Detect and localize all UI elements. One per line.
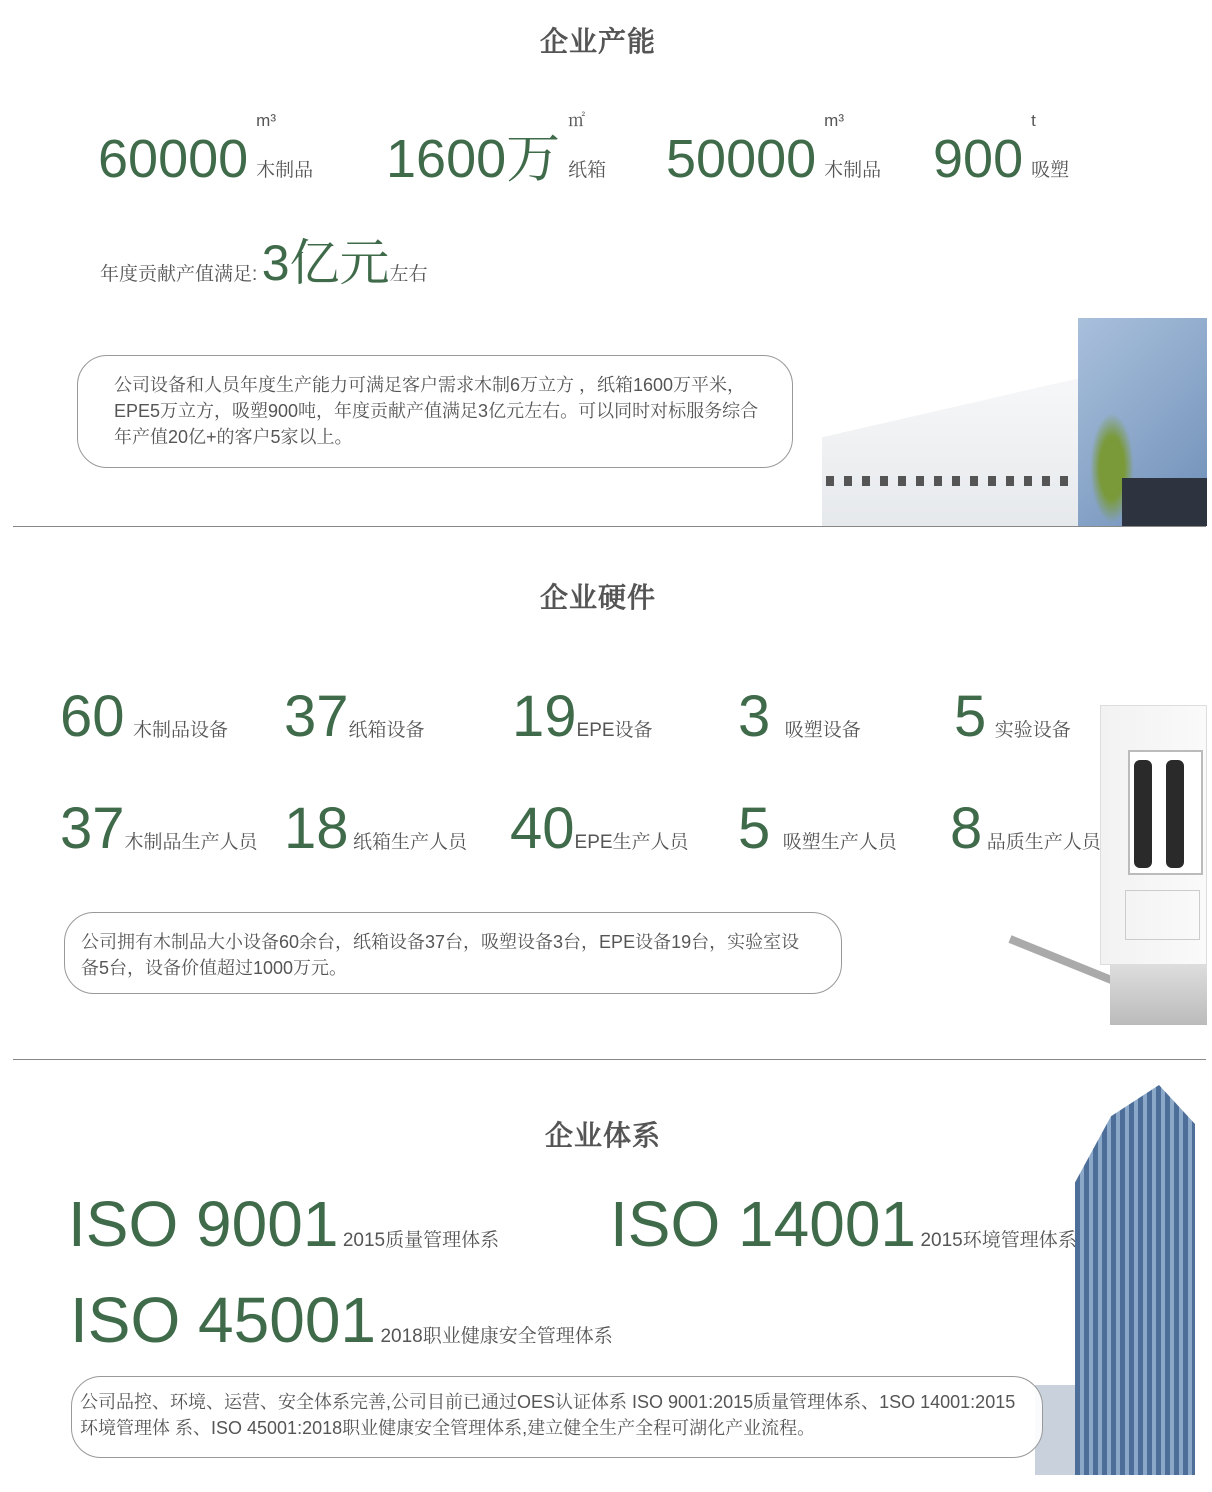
section-title-system: 企业体系	[545, 1120, 662, 1151]
cert-iso45001	[70, 1284, 613, 1356]
stat-label: 品质生产人员	[986, 832, 1101, 853]
divider	[13, 1059, 1206, 1060]
factory-building-image	[822, 318, 1207, 526]
stat-label: 木制品	[824, 160, 882, 181]
annual-label: 年度贡献产值满足:	[100, 264, 258, 285]
stat-unit: m³	[824, 111, 844, 130]
stat-unit: ㎡	[568, 111, 586, 130]
stat-value: 60	[60, 684, 125, 749]
stat-label: 吸塑设备	[784, 720, 861, 741]
stat-label: 纸箱	[568, 160, 607, 181]
stat-item	[512, 684, 653, 749]
stat-wood	[98, 111, 314, 189]
stat-unit: m³	[256, 111, 276, 130]
stat-value: 37	[284, 684, 349, 749]
section-title-hardware: 企业硬件	[540, 582, 657, 613]
section-title-capacity: 企业产能	[540, 26, 657, 57]
stat-item	[950, 796, 1101, 861]
stat-carton	[386, 111, 607, 189]
annual-output	[100, 235, 428, 291]
stat-blister	[933, 111, 1070, 189]
stat-label: 实验设备	[994, 720, 1071, 741]
system-description: 公司品控、环境、运营、安全体系完善,公司目前已通过OES认证体系 ISO 9001:2015质量管理体系、1SO 14001:2015环境管理体 系、ISO 45001:2018职业健康安全管理体系,建立健全生产全程可湖化产业流程。	[71, 1376, 1043, 1458]
stat-item	[284, 684, 425, 749]
stat-unit: t	[1031, 111, 1036, 130]
stat-label: EPE设备	[576, 720, 653, 741]
stat-value: 8	[950, 796, 983, 861]
stat-value: 37	[60, 796, 125, 861]
stat-item	[738, 796, 897, 861]
stat-item	[510, 796, 689, 861]
stat-epe	[666, 111, 882, 189]
cert-label: 2018职业健康安全管理体系	[380, 1326, 613, 1347]
stat-label: EPE生产人员	[574, 832, 689, 853]
stat-label: 木制品设备	[132, 720, 228, 741]
annual-value: 3亿元	[261, 235, 390, 291]
stat-label: 吸塑生产人员	[782, 832, 897, 853]
machine-image	[1000, 705, 1207, 1030]
stat-value: 5	[954, 684, 987, 749]
cert-label: 2015质量管理体系	[342, 1230, 500, 1251]
stat-value: 18	[284, 796, 349, 861]
stat-value: 3	[738, 684, 771, 749]
stat-item	[738, 684, 861, 749]
stat-item	[60, 796, 258, 861]
stat-item	[284, 796, 467, 861]
cert-name: ISO 14001	[610, 1188, 916, 1260]
divider	[13, 526, 1206, 527]
stat-value: 5	[738, 796, 771, 861]
cert-name: ISO 9001	[68, 1188, 339, 1260]
office-tower-image	[1035, 1085, 1207, 1475]
cert-iso9001	[68, 1188, 500, 1260]
stat-value: 900	[933, 129, 1024, 189]
stat-value: 19	[512, 684, 577, 749]
cert-iso14001	[610, 1188, 1077, 1260]
stat-label: 木制品生产人员	[124, 832, 258, 853]
stat-label: 纸箱设备	[348, 720, 425, 741]
stat-value: 60000	[98, 129, 249, 189]
cert-name: ISO 45001	[70, 1284, 376, 1356]
stat-label: 吸塑	[1031, 160, 1070, 181]
stat-value: 50000	[666, 129, 817, 189]
stat-label: 木制品	[256, 160, 314, 181]
annual-suffix: 左右	[389, 264, 428, 285]
stat-value: 1600万	[386, 129, 561, 189]
cert-label: 2015环境管理体系	[920, 1230, 1077, 1251]
stat-item	[60, 684, 228, 749]
capacity-description: 公司设备和人员年度生产能力可满足客户需求木制6万立方 ，纸箱1600万平米，EPE5万立方，吸塑900吨，年度贡献产值满足3亿元左右。可以同时对标服务综合年产值20亿+的客户5家以上。	[77, 355, 793, 468]
stat-item	[954, 684, 1071, 749]
stat-value: 40	[510, 796, 575, 861]
stat-label: 纸箱生产人员	[352, 832, 467, 853]
hardware-description: 公司拥有木制品大小设备60余台，纸箱设备37台，吸塑设备3台，EPE设备19台，实验室设备5台，设备价值超过1000万元。	[64, 912, 842, 994]
